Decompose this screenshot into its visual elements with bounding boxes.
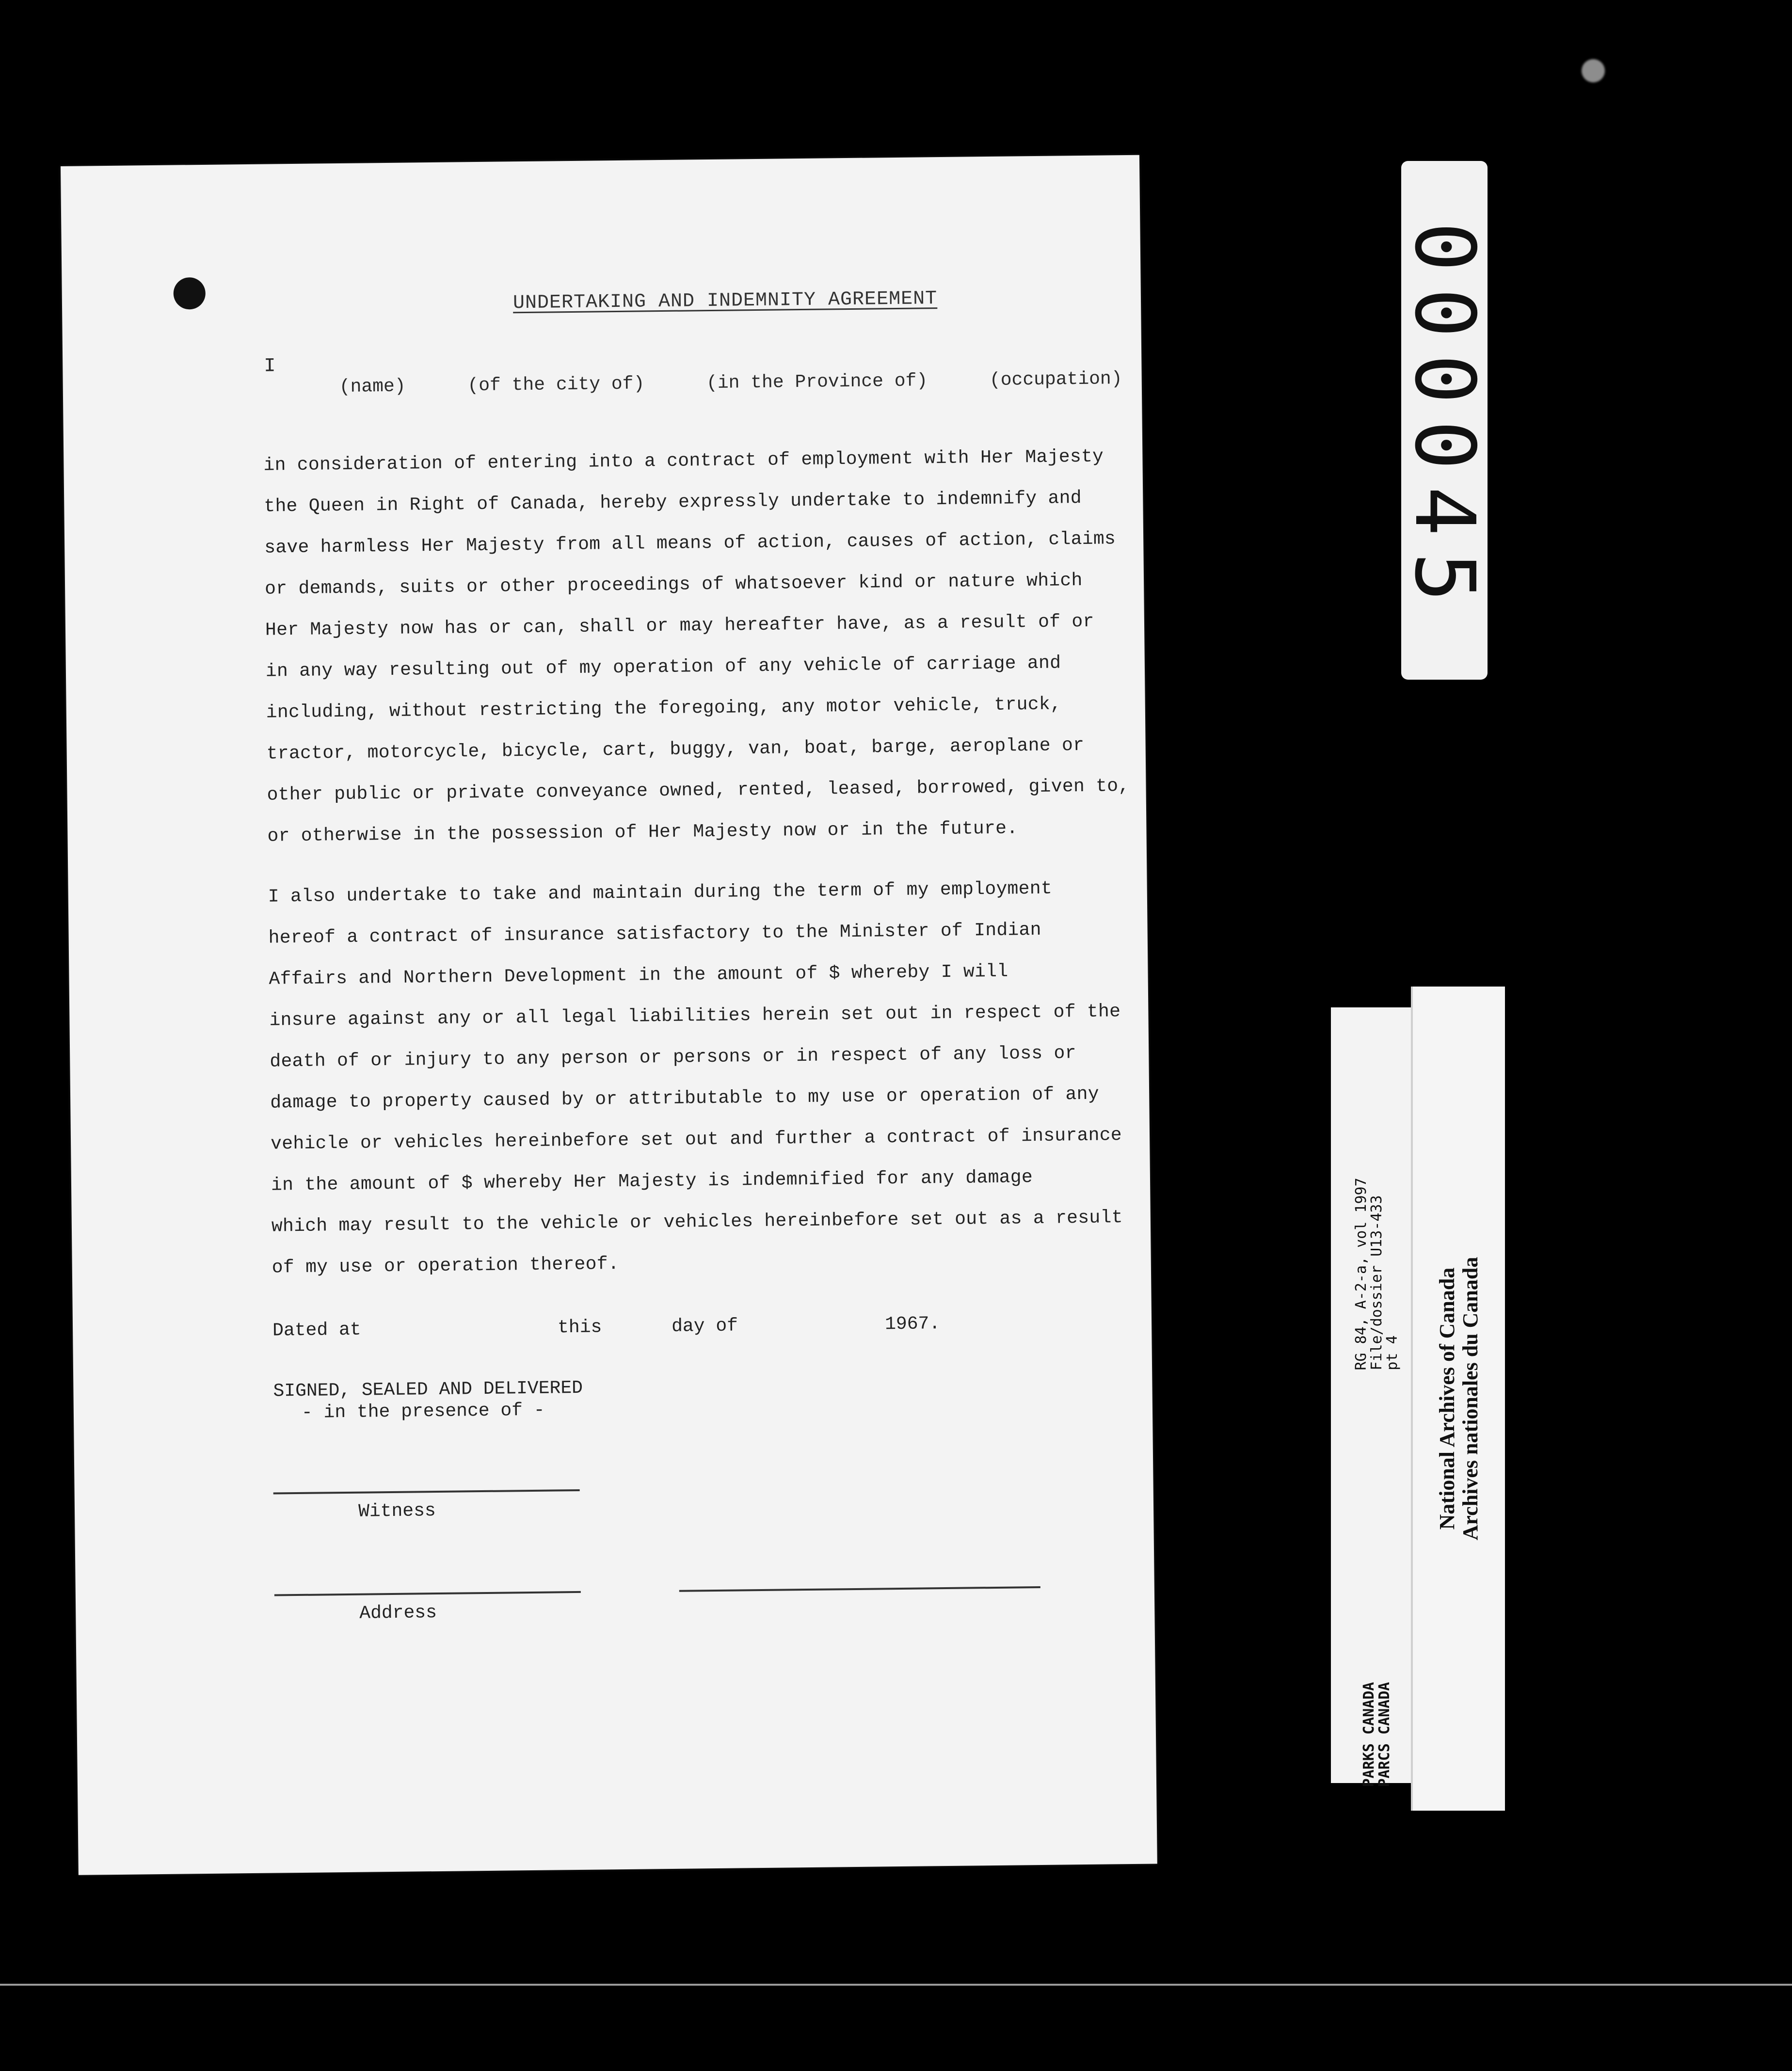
paragraph-1-line: the Queen in Right of Canada, hereby expressly undertake to indemnify and: [264, 487, 1082, 517]
index-number-strip: [1396, 161, 1492, 680]
paragraph-1-line: tractor, motorcycle, bicycle, cart, buggy, van, boat, barge, aeroplane or: [266, 734, 1085, 765]
paragraph-2-line: death of or injury to any person or persons or in respect of any loss or: [270, 1043, 1076, 1072]
field-city: (of the city of): [467, 373, 645, 397]
paragraph-1-line: save harmless Her Majesty from all means of action, causes of action, claims: [264, 528, 1116, 558]
parks-canada-label: [1331, 1007, 1423, 1787]
parks-name-block: [1361, 1682, 1392, 1787]
paragraph-2-line: which may result to the vehicle or vehicles hereinbefore set out as a result: [271, 1207, 1123, 1237]
in-presence-of: - in the presence of -: [301, 1400, 545, 1423]
parks-name-fr: PARCS CANADA: [1376, 1682, 1393, 1787]
archival-reference-line: RG 84, A-2-a, vol 1997: [1353, 1178, 1370, 1370]
paragraph-2-line: insure against any or all legal liabilities herein set out in respect of the: [269, 1001, 1121, 1031]
paragraph-2-line: hereof a contract of insurance satisfactory to the Minister of Indian: [268, 919, 1041, 949]
paragraph-1-line: Her Majesty now has or can, shall or may hereafter have, as a result of or: [265, 611, 1094, 641]
archival-reference-block: [1354, 1178, 1400, 1370]
field-occupation: (occupation): [989, 368, 1122, 391]
this-label: this: [557, 1317, 602, 1338]
paragraph-2-line: damage to property caused by or attributable to my use or operation of any: [270, 1083, 1100, 1114]
paragraph-2-line: I also undertake to take and maintain during the term of my employment: [268, 878, 1053, 908]
paragraph-2-line: Affairs and Northern Development in the amount of $ whereby I will: [269, 961, 1008, 990]
witness-signature-line: [273, 1489, 580, 1495]
document-page: [61, 155, 1157, 1875]
index-number: 000045: [1396, 222, 1492, 619]
dated-at-label: Dated at: [272, 1319, 361, 1341]
first-person-pronoun: I: [264, 355, 276, 378]
archives-name-en: National Archives of Canada: [1435, 1267, 1459, 1530]
parks-name-en: PARKS CANADA: [1360, 1682, 1377, 1787]
signed-sealed-delivered: SIGNED, SEALED AND DELIVERED: [273, 1377, 583, 1402]
paragraph-1-line: other public or private conveyance owned, rented, leased, borrowed, given to,: [267, 775, 1130, 806]
archival-reference-line: File/dossier U13-433: [1368, 1195, 1385, 1370]
address-line: [274, 1591, 581, 1596]
paragraph-1-line: in consideration of entering into a contract of employment with Her Majesty: [263, 446, 1104, 476]
scan-dust-spot: [1582, 59, 1605, 82]
year-label: 1967.: [884, 1313, 941, 1335]
signatory-signature-line: [679, 1586, 1040, 1592]
field-province: (in the Province of): [706, 370, 928, 394]
paragraph-1-line: or otherwise in the possession of Her Majesty now or in the future.: [267, 818, 1018, 847]
address-label: Address: [359, 1602, 437, 1624]
paragraph-1-line: or demands, suits or other proceedings of whatsoever kind or nature which: [264, 570, 1083, 600]
scan-frame-line: [0, 1984, 1792, 1986]
paragraph-1-line: including, without restricting the foregoing, any motor vehicle, truck,: [266, 694, 1062, 723]
paragraph-2-line: of my use or operation thereof.: [272, 1254, 620, 1278]
paragraph-2-line: vehicle or vehicles hereinbefore set out and further a contract of insurance: [270, 1125, 1122, 1155]
day-of-label: day of: [671, 1315, 738, 1337]
archival-reference-line: pt 4: [1384, 1335, 1401, 1370]
national-archives-label: [1411, 987, 1505, 1811]
paragraph-1-line: in any way resulting out of my operation of any vehicle of carriage and: [265, 653, 1061, 682]
witness-label: Witness: [358, 1500, 436, 1522]
field-name: (name): [339, 376, 406, 398]
punch-hole: [173, 277, 206, 310]
archives-name-fr: Archives nationales du Canada: [1458, 1257, 1482, 1541]
paragraph-2-line: in the amount of $ whereby Her Majesty is indemnified for any damage: [271, 1167, 1033, 1196]
archives-name-block: [1436, 1257, 1482, 1541]
blank-field-labels: [339, 368, 1122, 398]
document-title: UNDERTAKING AND INDEMNITY AGREEMENT: [512, 288, 938, 315]
